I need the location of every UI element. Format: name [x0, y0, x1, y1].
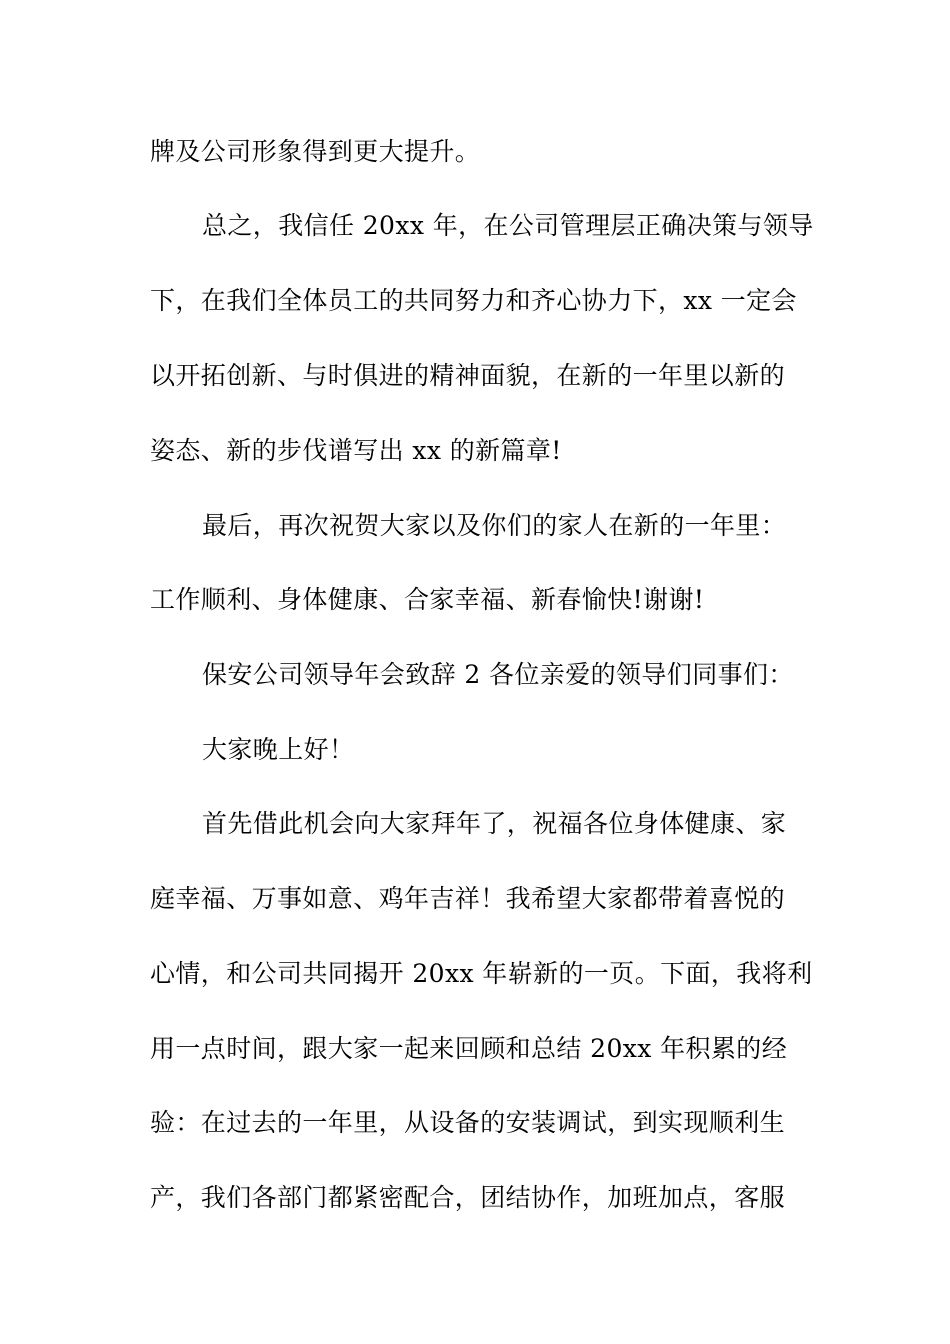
text-line: 总之，我信任 20xx 年，在公司管理层正确决策与领导	[202, 211, 814, 240]
text-line: 首先借此机会向大家拜年了，祝福各位身体健康、家	[202, 809, 787, 838]
text-line: 心情，和公司共同揭开 20xx 年崭新的一页。下面，我将利	[150, 959, 813, 988]
text-line: 姿态、新的步伐谱写出 xx 的新篇章!	[150, 436, 562, 465]
text-line: 最后，再次祝贺大家以及你们的家人在新的一年里：	[202, 511, 787, 540]
text-line: 保安公司领导年会致辞 2 各位亲爱的领导们同事们：	[202, 660, 794, 689]
text-line: 以开拓创新、与时俱进的精神面貌，在新的一年里以新的	[150, 361, 786, 390]
text-line: 庭幸福、万事如意、鸡年吉祥！我希望大家都带着喜悦的	[150, 884, 786, 913]
text-line: 大家晚上好！	[202, 735, 355, 764]
text-line: 牌及公司形象得到更大提升。	[150, 137, 481, 166]
text-line: 验：在过去的一年里，从设备的安装调试，到实现顺利生	[150, 1108, 786, 1137]
text-line: 用一点时间，跟大家一起来回顾和总结 20xx 年积累的经	[150, 1034, 788, 1063]
text-line: 下，在我们全体员工的共同努力和齐心协力下，xx 一定会	[150, 286, 797, 315]
text-line: 工作顺利、身体健康、合家幸福、新春愉快!谢谢!	[150, 585, 705, 614]
text-line: 产，我们各部门都紧密配合，团结协作，加班加点，客服	[150, 1183, 786, 1212]
